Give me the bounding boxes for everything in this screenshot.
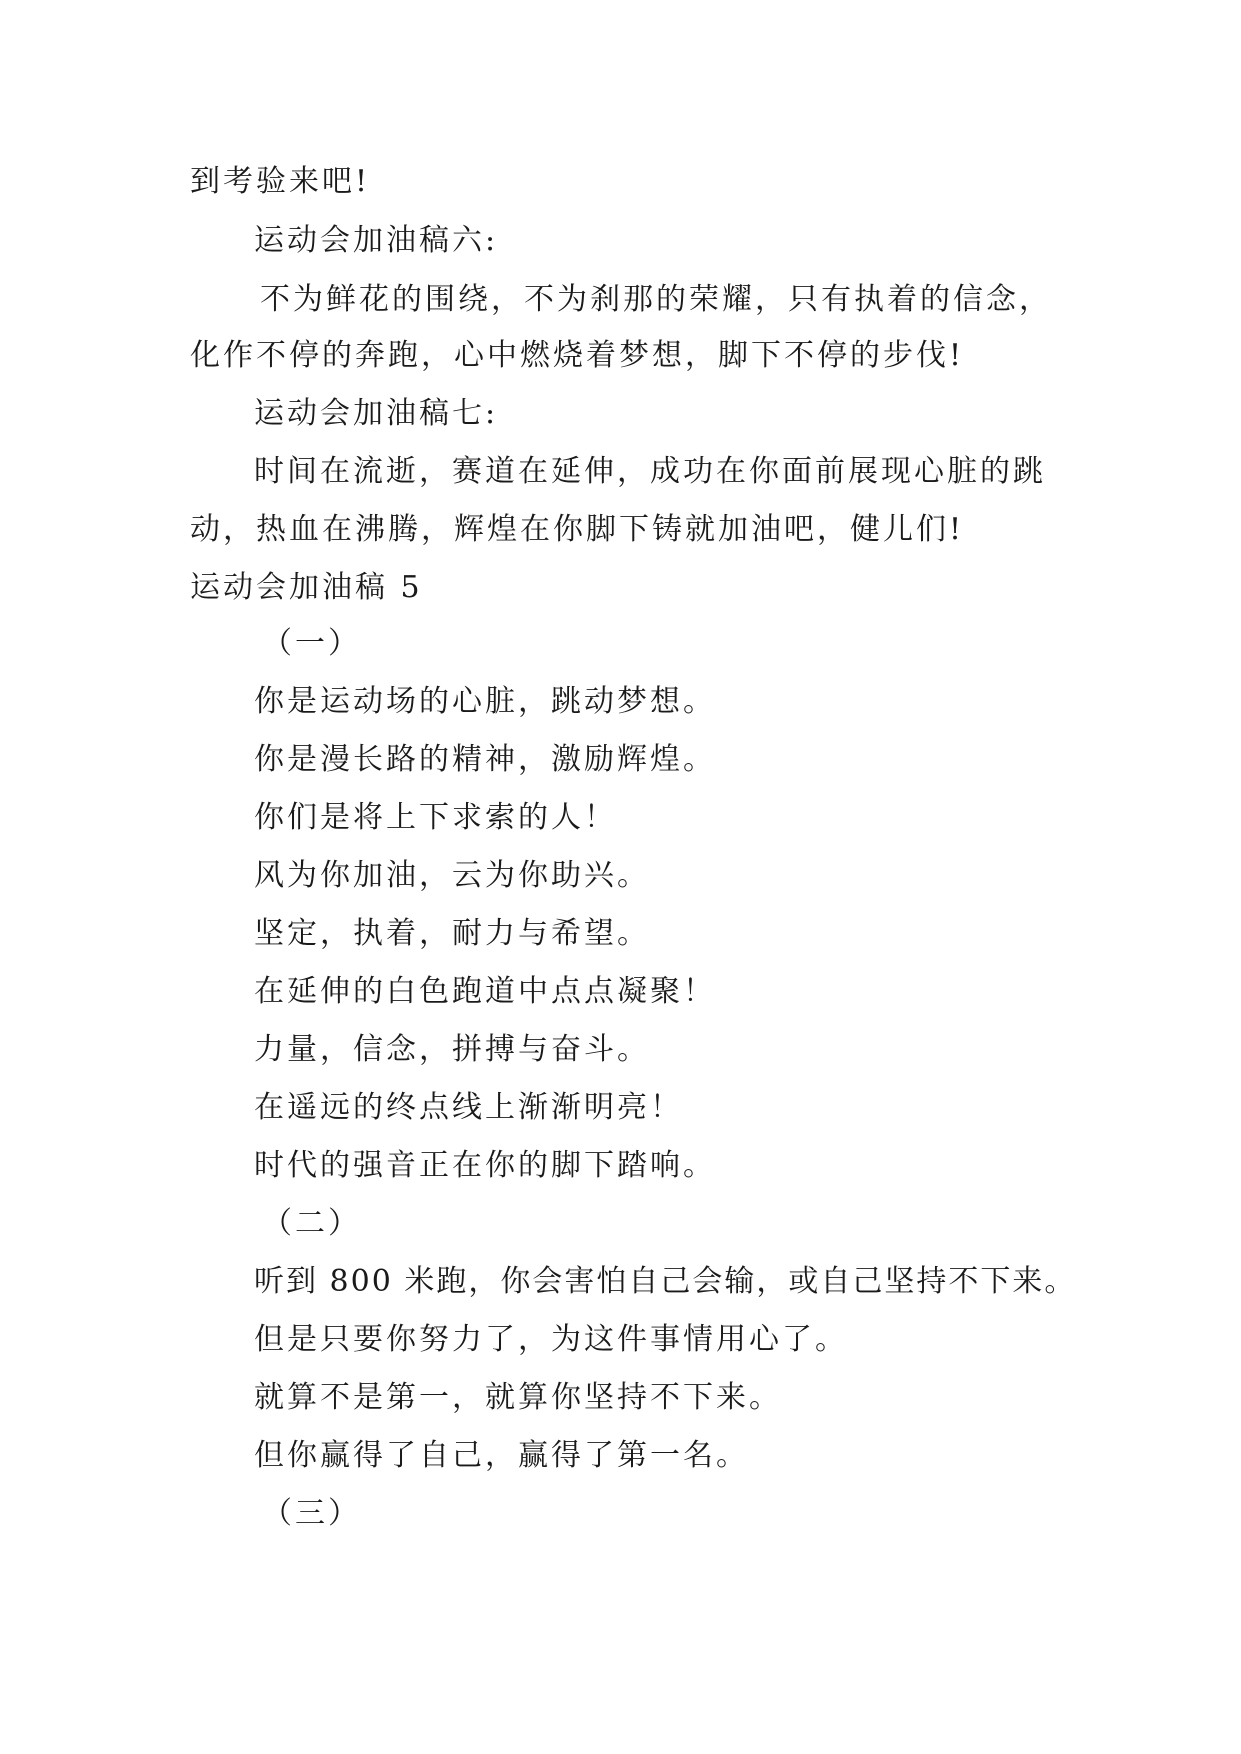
section-heading: 运动会加油稿六:	[254, 223, 499, 258]
text-line: 时代的强音正在你的脚下踏响。	[254, 1148, 716, 1183]
text-line: 你是漫长路的精神，激励辉煌。	[254, 742, 716, 777]
text-line: 到考验来吧!	[190, 164, 371, 199]
text-line: 在遥远的终点线上渐渐明亮！	[254, 1090, 683, 1125]
text-line: 在延伸的白色跑道中点点凝聚！	[254, 974, 716, 1009]
text-line: 动，热血在沸腾，辉煌在你脚下铸就加油吧，健儿们!	[190, 512, 965, 547]
text-line: 坚定，执着，耐力与希望。	[254, 916, 650, 951]
text-line: 风为你加油，云为你助兴。	[254, 858, 650, 893]
text-line: 化作不停的奔跑，心中燃烧着梦想，脚下不停的步伐!	[190, 338, 965, 373]
text-line: 就算不是第一，就算你坚持不下来。	[254, 1380, 782, 1415]
section-title: 运动会加油稿 5	[190, 570, 423, 605]
text-line: 听到 800 米跑，你会害怕自己会输，或自己坚持不下来。	[254, 1264, 1077, 1299]
text-line: 时间在流逝，赛道在延伸，成功在你面前展现心脏的跳	[254, 454, 1046, 489]
part-marker: （二）	[262, 1206, 361, 1241]
part-marker: （三）	[262, 1496, 361, 1531]
section-heading: 运动会加油稿七:	[254, 396, 499, 431]
text-line: 不为鲜花的围绕，不为刹那的荣耀，只有执着的信念，	[260, 282, 1052, 317]
text-line: 你是运动场的心脏，跳动梦想。	[254, 684, 716, 719]
text-line: 你们是将上下求索的人！	[254, 800, 617, 835]
text-line: 但你赢得了自己，赢得了第一名。	[254, 1438, 749, 1473]
text-line: 力量，信念，拼搏与奋斗。	[254, 1032, 650, 1067]
part-marker: （一）	[262, 626, 361, 661]
text-line: 但是只要你努力了，为这件事情用心了。	[254, 1322, 848, 1357]
